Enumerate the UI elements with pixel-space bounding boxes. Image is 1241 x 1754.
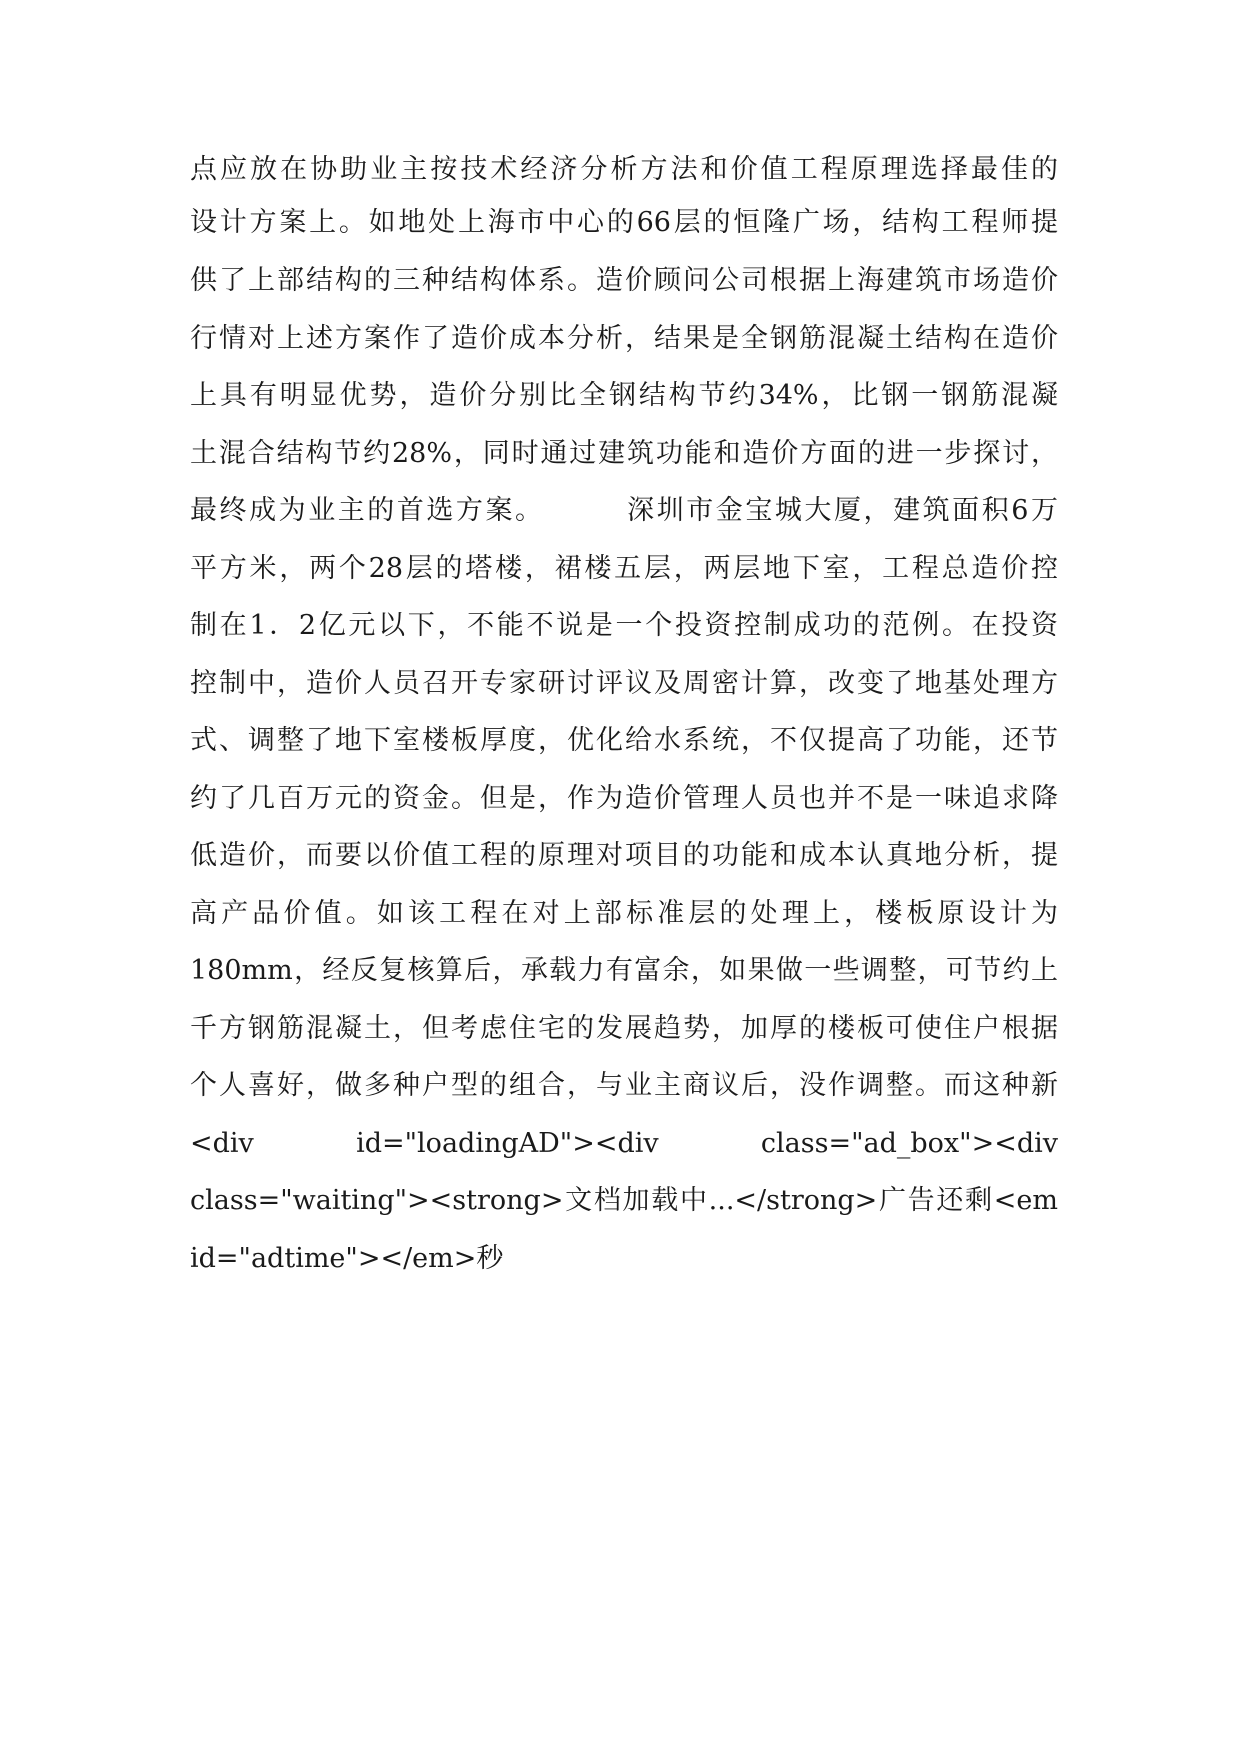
text-line-4: 行情对上述方案作了造价成本分析，结果是全钢筋混凝土结构在造价 — [190, 323, 1058, 354]
text-line-9: 制在1．2亿元以下，不能不说是一个投资控制成功的范例。在投资 — [190, 610, 1058, 641]
text-line-6: 土混合结构节约28%，同时通过建筑功能和造价方面的进一步探讨， — [190, 438, 1058, 469]
text-line-7 — [190, 491, 1058, 531]
text-line-15: 180mm，经反复核算后，承载力有富余，如果做一些调整，可节约上 — [190, 955, 1058, 986]
text-line-14: 高产品价值。如该工程在对上部标准层的处理上，楼板原设计为 — [190, 898, 1058, 929]
text-line-20: id="adtime"></em>秒 — [190, 1243, 504, 1274]
text-line-2: 设计方案上。如地处上海市中心的66层的恒隆广场，结构工程师提 — [190, 207, 1058, 238]
text-line-10: 控制中，造价人员召开专家研讨评议及周密计算，改变了地基处理方 — [190, 668, 1058, 699]
text-line-5: 上具有明显优势，造价分别比全钢结构节约34%，比钢一钢筋混凝 — [190, 380, 1058, 411]
text-line-13: 低造价，而要以价值工程的原理对项目的功能和成本认真地分析，提 — [190, 840, 1058, 871]
text-line-7-part-1: 最终成为业主的首选方案。 — [190, 495, 545, 526]
text-line-1: 点应放在协助业主按技术经济分析方法和价值工程原理选择最佳的 — [190, 154, 1058, 185]
text-line-17: 个人喜好，做多种户型的组合，与业主商议后，没作调整。而这种新 — [190, 1070, 1058, 1101]
text-line-12: 约了几百万元的资金。但是，作为造价管理人员也并不是一味追求降 — [190, 783, 1058, 814]
text-line-18: <div id="loadingAD"><div class="ad_box"><div — [190, 1128, 1058, 1159]
text-line-7-part-2: 深圳市金宝城大厦，建筑面积6万 — [624, 495, 1059, 526]
text-line-19: class="waiting"><strong>文档加载中...</strong>广告还剩<em — [190, 1185, 1058, 1216]
text-line-3: 供了上部结构的三种结构体系。造价顾问公司根据上海建筑市场造价 — [190, 265, 1058, 296]
text-line-8: 平方米，两个28层的塔楼，裙楼五层，两层地下室，工程总造价控 — [190, 553, 1058, 584]
text-line-16: 千方钢筋混凝土，但考虑住宅的发展趋势，加厚的楼板可使住户根据 — [190, 1013, 1058, 1044]
text-line-11: 式、调整了地下室楼板厚度，优化给水系统，不仅提高了功能，还节 — [190, 725, 1058, 756]
